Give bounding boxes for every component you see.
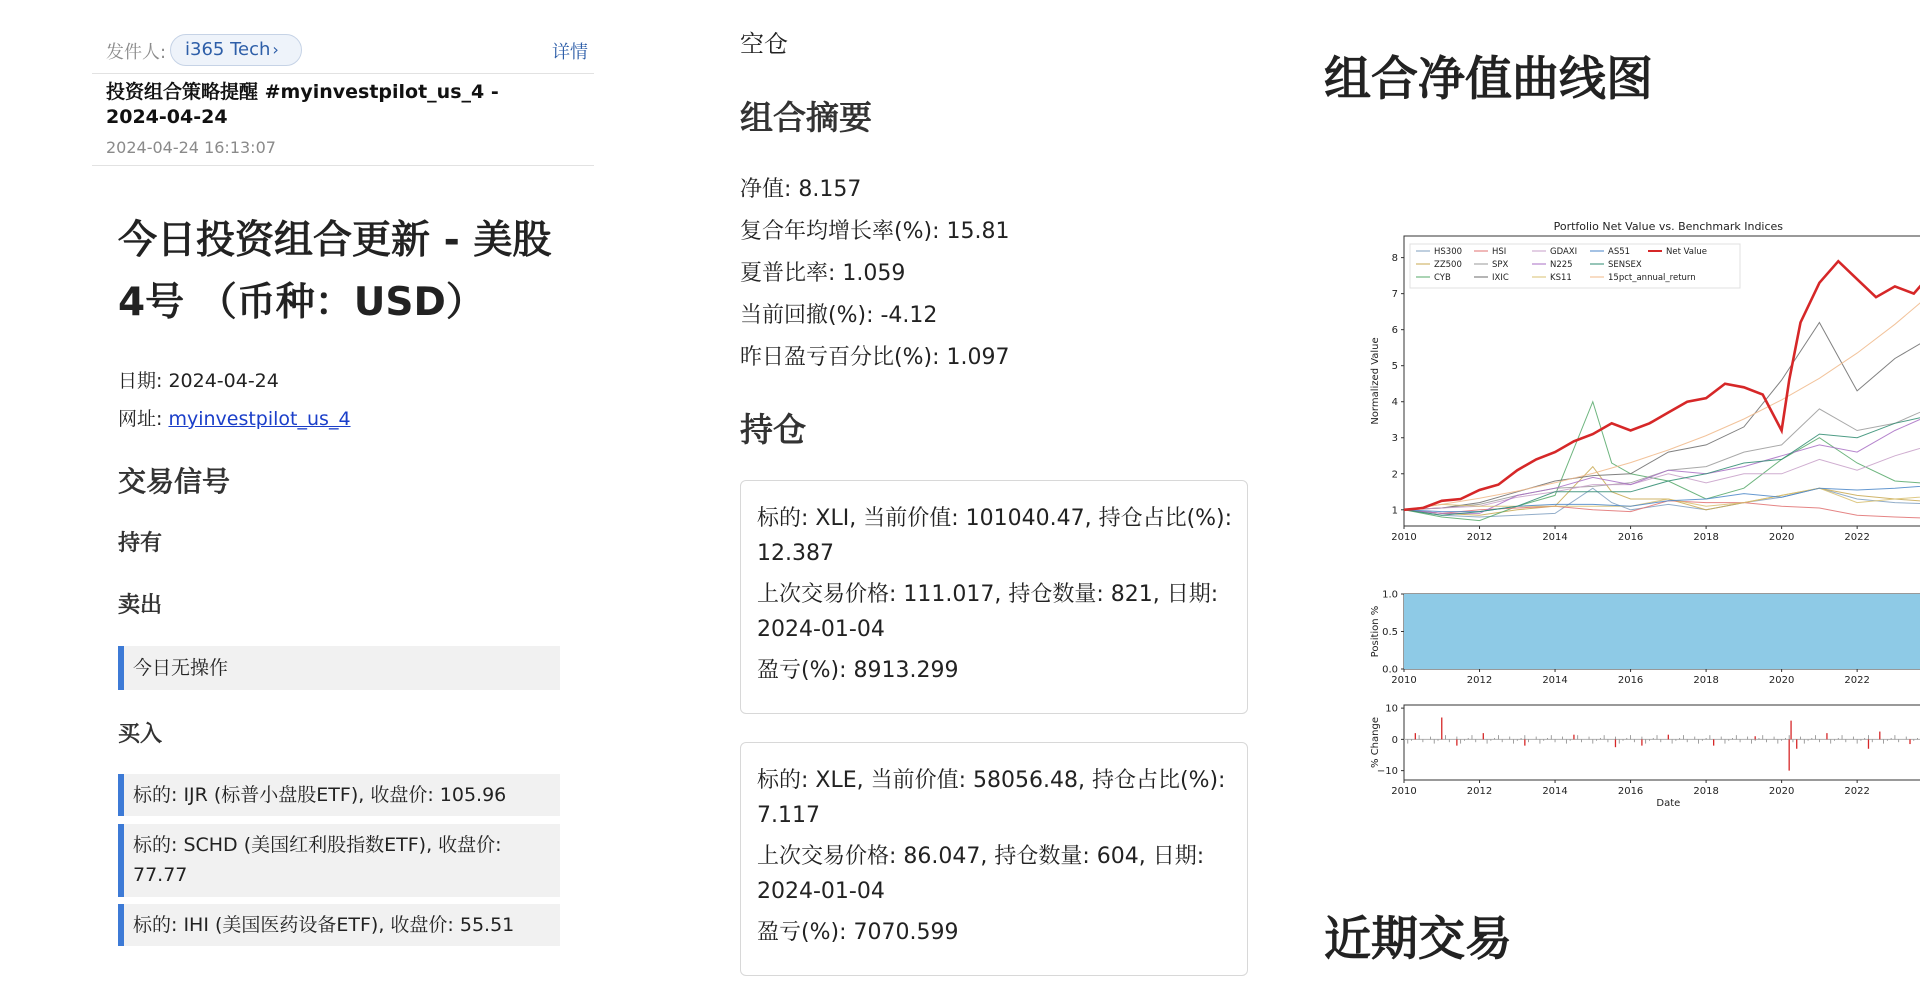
net-value-chart — [1310, 210, 1920, 830]
stat-net-value: 净值: 8.157 — [740, 177, 862, 202]
legend-entry: HSI — [1492, 247, 1507, 257]
legend-entry: SENSEX — [1608, 260, 1642, 270]
y-axis-label: Normalized Value — [1370, 337, 1381, 425]
position-area — [1404, 594, 1920, 669]
x-tick-label: 2020 — [1768, 786, 1795, 797]
x-tick-label: 2022 — [1844, 786, 1870, 797]
x-tick-label: 2018 — [1693, 675, 1719, 686]
x-tick-label: 2014 — [1542, 532, 1568, 543]
legend-entry: AS51 — [1608, 247, 1631, 257]
url-label: 网址: — [118, 408, 169, 430]
buy-item-text: 标的: IHI (美国医药设备ETF), 收盘价: 55.51 — [133, 914, 515, 936]
stat-daily-pnl: 昨日盈亏百分比(%): 1.097 — [740, 345, 1010, 370]
position-card — [740, 742, 1248, 976]
legend-entry: Net Value — [1666, 247, 1707, 257]
x-tick-label: 2022 — [1844, 532, 1870, 543]
y-tick-label: 1 — [1391, 505, 1398, 517]
divider — [92, 73, 594, 74]
x-tick-label: 2018 — [1693, 532, 1719, 543]
chevron-right-icon: › — [272, 40, 279, 59]
empty-position-label: 空仓 — [740, 30, 788, 58]
summary-column — [740, 0, 1260, 997]
y-tick-label: 1.0 — [1382, 589, 1398, 601]
buy-item — [118, 774, 560, 816]
signals-heading: 交易信号 — [118, 465, 231, 498]
position-line: 盈亏(%): 7070.599 — [757, 920, 959, 945]
y-axis-label: Position % — [1370, 605, 1381, 658]
buy-item-text: 标的: SCHD (美国红利股指数ETF), 收盘价: 77.77 — [133, 834, 502, 886]
sender-chip[interactable] — [170, 34, 302, 66]
x-tick-label: 2010 — [1391, 532, 1417, 543]
recent-trades-heading: 近期交易 — [1324, 912, 1512, 967]
x-tick-label: 2020 — [1768, 675, 1795, 686]
legend-entry: SPX — [1492, 260, 1509, 270]
x-tick-label: 2020 — [1768, 532, 1795, 543]
legend-entry: IXIC — [1492, 273, 1509, 283]
chart-area — [1310, 210, 1920, 830]
mail-timestamp: 2024-04-24 16:13:07 — [106, 138, 276, 157]
x-tick-label: 2012 — [1466, 675, 1493, 686]
details-link[interactable]: 详情 — [552, 42, 588, 63]
mail-subject: 投资组合策略提醒 #myinvestpilot_us_4 - 2024-04-24 — [106, 81, 499, 128]
y-tick-label: −10 — [1376, 766, 1398, 778]
x-tick-label: 2014 — [1542, 675, 1568, 686]
stat-sharpe: 夏普比率: 1.059 — [740, 261, 906, 286]
stat-drawdown: 当前回撤(%): -4.12 — [740, 303, 938, 328]
legend-entry: GDAXI — [1550, 247, 1578, 257]
x-tick-label: 2016 — [1617, 786, 1644, 797]
x-tick-label: 2014 — [1542, 786, 1568, 797]
x-tick-label: 2010 — [1391, 675, 1417, 686]
portfolio-link[interactable]: myinvestpilot_us_4 — [168, 408, 351, 430]
sell-heading: 卖出 — [118, 593, 163, 618]
x-tick-label: 2010 — [1391, 786, 1417, 797]
report-title: 今日投资组合更新 - 美股4号 （币种：USD） — [118, 218, 552, 325]
sender-name: i365 Tech — [185, 39, 271, 60]
position-line: 标的: XLI, 当前价值: 101040.47, 持仓占比(%): 12.387 — [757, 506, 1233, 566]
summary-heading: 组合摘要 — [740, 98, 872, 137]
legend-entry: 15pct_annual_return — [1608, 273, 1696, 283]
y-tick-label: 3 — [1391, 433, 1398, 445]
legend-entry: CYB — [1434, 273, 1451, 283]
mail-from-row — [106, 34, 588, 68]
x-tick-label: 2018 — [1693, 786, 1719, 797]
position-line: 上次交易价格: 86.047, 持仓数量: 604, 日期: 2024-01-04 — [757, 844, 1205, 904]
y-tick-label: 8 — [1391, 253, 1398, 265]
legend-entry: KS11 — [1550, 273, 1572, 283]
y-tick-label: 0 — [1391, 734, 1398, 746]
report-date: 日期: 2024-04-24 — [118, 370, 279, 392]
legend-entry: HS300 — [1434, 247, 1463, 257]
sell-note-text: 今日无操作 — [133, 657, 229, 679]
buy-item — [118, 824, 560, 897]
plot-frame — [1404, 705, 1920, 780]
y-tick-label: 5 — [1391, 361, 1398, 373]
y-tick-label: 6 — [1391, 325, 1398, 337]
y-tick-label: 4 — [1391, 397, 1398, 409]
from-label: 发件人: — [106, 42, 167, 63]
legend-entry: N225 — [1550, 260, 1573, 270]
x-axis-label: Date — [1656, 798, 1681, 809]
series-line — [1404, 441, 1920, 510]
y-tick-label: 0.5 — [1382, 627, 1398, 638]
legend-entry: ZZ500 — [1434, 260, 1462, 270]
series-line — [1404, 467, 1920, 516]
position-line: 上次交易价格: 111.017, 持仓数量: 821, 日期: 2024-01-04 — [757, 582, 1219, 642]
divider — [92, 165, 594, 166]
series-line — [1404, 252, 1920, 510]
chart-title: Portfolio Net Value vs. Benchmark Indices — [1553, 220, 1784, 233]
x-tick-label: 2012 — [1466, 786, 1493, 797]
position-line: 盈亏(%): 8913.299 — [757, 658, 959, 683]
sell-note — [118, 646, 560, 690]
x-tick-label: 2016 — [1617, 532, 1644, 543]
email-report-column — [88, 0, 608, 997]
charts-column — [1310, 0, 1920, 997]
positions-heading: 持仓 — [740, 410, 806, 449]
x-tick-label: 2012 — [1466, 532, 1493, 543]
hold-heading: 持有 — [118, 531, 163, 556]
x-tick-label: 2016 — [1617, 675, 1644, 686]
stat-cagr: 复合年均增长率(%): 15.81 — [740, 219, 1010, 244]
y-tick-label: 0.0 — [1382, 664, 1398, 676]
x-tick-label: 2022 — [1844, 675, 1870, 686]
net-value-chart-heading: 组合净值曲线图 — [1324, 52, 1653, 107]
report-url-line — [118, 404, 351, 431]
y-tick-label: 10 — [1385, 703, 1398, 715]
position-line: 标的: XLE, 当前价值: 58056.48, 持仓占比(%): 7.117 — [757, 768, 1226, 828]
y-axis-label: % Change — [1370, 717, 1381, 768]
position-card — [740, 480, 1248, 714]
buy-heading: 买入 — [118, 722, 163, 747]
buy-item — [118, 904, 560, 946]
y-tick-label: 7 — [1391, 289, 1398, 301]
y-tick-label: 2 — [1391, 469, 1398, 481]
buy-item-text: 标的: IJR (标普小盘股ETF), 收盘价: 105.96 — [133, 784, 507, 806]
